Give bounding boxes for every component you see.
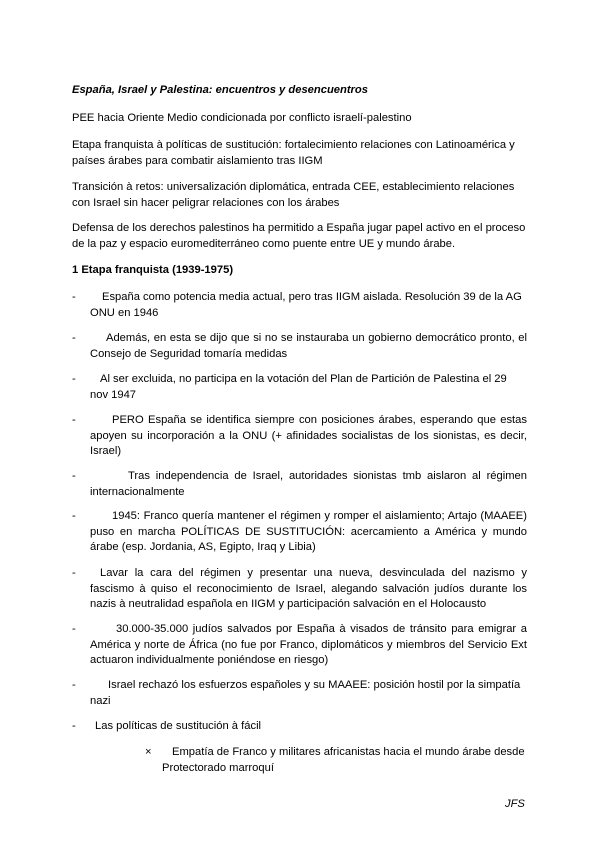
list-item: Al ser excluida, no participa en la votación del Plan de Partición de Palestina el 29 nov 1947 [90,373,507,401]
bullet-dash: - [72,332,76,344]
bullet-dash: - [72,470,76,482]
bullet-dash: - [72,623,76,635]
sub-list-item: Empatía de Franco y militares africanistas hacia el mundo árabe desde Protectorado marroquí [162,746,525,774]
bullet-dash: - [72,291,76,303]
bullet-dash: - [72,720,76,732]
list-item: PERO España se identifica siempre con posiciones árabes, esperando que estas apoyen su incorporación a la ONU (+ afinidades socialistas de los sionistas, es decir, Israel) [90,414,527,457]
intro-paragraph-2: Etapa franquista à políticas de sustitución: fortalecimiento relaciones con Latinoamérica y países árabes para combatir aislamiento tras IIGM [72,139,515,167]
sub-bullet-cross-icon: × [145,746,152,758]
bullet-dash: - [72,414,76,426]
list-item: España como potencia media actual, pero tras IIGM aislada. Resolución 39 de la AG ONU en 1946 [90,291,522,319]
list-item: 1945: Franco quería mantener el régimen y romper el aislamiento; Artajo (MAAEE) puso en marcha POLÍTICAS DE SUSTITUCIÓN: acercamiento a América y mundo árabe (esp. Jordania, AS, Egipto, Iraq y Libia) [90,510,527,553]
bullet-dash: - [72,679,76,691]
list-item: Lavar la cara del régimen y presentar una nueva, desvinculada del nazismo y fascismo à quiso el reconocimiento de Israel, alegando salvación judíos durante los nazis à neutralidad española en IIGM y participación salvación en el Holocausto [90,567,527,610]
intro-paragraph-3: Transición à retos: universalización diplomática, entrada CEE, establecimiento relaciones con Israel sin hacer peligrar relaciones con los árabes [72,181,515,209]
list-item: Además, en esta se dijo que si no se instauraba un gobierno democrático pronto, el Consejo de Seguridad tomaría medidas [90,332,527,360]
footer-initials: JFS [505,798,525,810]
bullet-dash: - [72,567,76,579]
bullet-dash: - [72,510,76,522]
list-item: 30.000-35.000 judíos salvados por España à visados de tránsito para emigrar a América y norte de África (no fue por Franco, diplomáticos y miembros del Servicio Ext actuaron individualmente poniéndose en riesgo) [90,623,527,666]
intro-paragraph-1: PEE hacia Oriente Medio condicionada por conflicto israelí-palestino [72,112,412,124]
list-item: Israel rechazó los esfuerzos españoles y su MAAEE: posición hostil por la simpatía nazi [90,679,521,707]
list-item: Tras independencia de Israel, autoridades sionistas tmb aislaron al régimen internacionalmente [90,470,527,498]
list-item: Las políticas de sustitución à fácil [95,720,262,732]
intro-paragraph-4: Defensa de los derechos palestinos ha permitido a España jugar papel activo en el proceso de la paz y espacio euromediterráneo como puente entre UE y mundo árabe. [72,222,526,250]
document-title: España, Israel y Palestina: encuentros y desencuentros [72,84,368,96]
section-heading: 1 Etapa franquista (1939-1975) [72,264,234,276]
bullet-dash: - [72,373,76,385]
